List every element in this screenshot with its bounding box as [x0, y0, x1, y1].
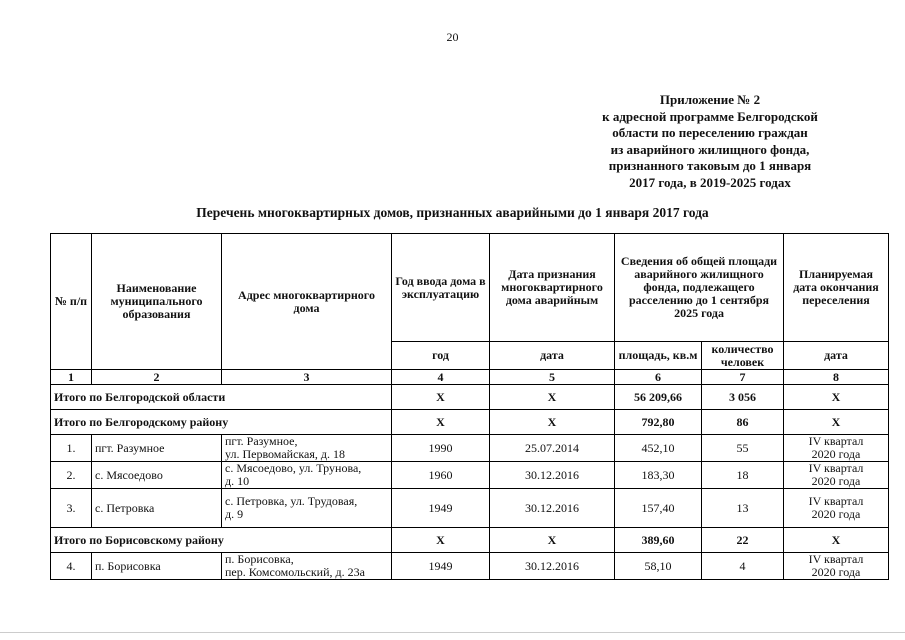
subheader-year: год	[392, 342, 490, 370]
row-date: 30.12.2016	[490, 462, 615, 489]
planned-line: 2020 года	[811, 474, 861, 488]
address-line: ул. Первомайская, д. 18	[225, 447, 345, 461]
row-planned	[784, 462, 889, 489]
header-address: Адрес многоквартирного дома	[222, 234, 392, 370]
column-number: 5	[490, 370, 615, 385]
header-planned-date: Планируемая дата окончания переселения	[784, 234, 889, 342]
planned-line: IV квартал	[808, 494, 864, 508]
row-people: 13	[702, 489, 784, 528]
address-line: п. Борисовка,	[225, 552, 294, 566]
row-address	[222, 489, 392, 528]
row-area: 452,10	[615, 435, 702, 462]
total-date: X	[490, 528, 615, 553]
row-year: 1960	[392, 462, 490, 489]
total-people: 86	[702, 410, 784, 435]
table-row	[51, 462, 889, 489]
row-municipality: с. Петровка	[92, 489, 222, 528]
table-row	[51, 435, 889, 462]
appendix-line: к адресной программе Белгородской	[602, 108, 818, 124]
column-number: 2	[92, 370, 222, 385]
houses-table	[50, 233, 889, 580]
row-date: 30.12.2016	[490, 553, 615, 580]
row-planned	[784, 435, 889, 462]
column-number-row	[51, 370, 889, 385]
table-row	[51, 553, 889, 580]
column-number: 3	[222, 370, 392, 385]
appendix-line: 2017 года, в 2019-2025 годах	[629, 174, 791, 190]
header-municipality: Наименование муниципального образования	[92, 234, 222, 370]
row-people: 4	[702, 553, 784, 580]
row-number: 4.	[51, 553, 92, 580]
total-area: 56 209,66	[615, 385, 702, 410]
total-date: X	[490, 385, 615, 410]
address-line: пер. Комсомольский, д. 23а	[225, 565, 365, 579]
appendix-line: Приложение № 2	[659, 92, 761, 107]
total-label: Итого по Белгородской области	[51, 385, 392, 410]
appendix-line: из аварийного жилищного фонда,	[610, 141, 810, 157]
subheader-area: площадь, кв.м	[615, 342, 702, 370]
total-planned: X	[784, 410, 889, 435]
row-year: 1949	[392, 553, 490, 580]
appendix-header	[560, 92, 860, 191]
planned-line: 2020 года	[811, 565, 861, 579]
subheader-people: количество человек	[702, 342, 784, 370]
header-no: № п/п	[51, 234, 92, 370]
total-row	[51, 528, 889, 553]
address-line: с. Мясоедово, ул. Трунова,	[225, 461, 362, 475]
row-date: 25.07.2014	[490, 435, 615, 462]
address-line: д. 9	[225, 507, 244, 521]
row-planned	[784, 489, 889, 528]
planned-line: IV квартал	[808, 461, 864, 475]
row-area: 183,30	[615, 462, 702, 489]
row-address	[222, 462, 392, 489]
planned-line: IV квартал	[808, 434, 864, 448]
row-address	[222, 435, 392, 462]
document-title: Перечень многоквартирных домов, признанных аварийными до 1 января 2017 года	[196, 205, 709, 220]
total-label: Итого по Борисовскому району	[51, 528, 392, 553]
total-row	[51, 385, 889, 410]
header-recognition-date: Дата признания многоквартирного дома аварийным	[490, 234, 615, 342]
total-people: 22	[702, 528, 784, 553]
total-planned: X	[784, 385, 889, 410]
total-people: 3 056	[702, 385, 784, 410]
total-area: 389,60	[615, 528, 702, 553]
row-number: 2.	[51, 462, 92, 489]
row-address	[222, 553, 392, 580]
row-planned	[784, 553, 889, 580]
address-line: пгт. Разумное,	[225, 434, 298, 448]
row-municipality: пгт. Разумное	[92, 435, 222, 462]
header-year: Год ввода дома в эксплуатацию	[392, 234, 490, 342]
total-area: 792,80	[615, 410, 702, 435]
row-year: 1990	[392, 435, 490, 462]
total-planned: X	[784, 528, 889, 553]
planned-line: 2020 года	[811, 447, 861, 461]
address-line: с. Петровка, ул. Трудовая,	[225, 494, 358, 508]
column-number: 6	[615, 370, 702, 385]
total-year: X	[392, 410, 490, 435]
subheader-date: дата	[490, 342, 615, 370]
row-people: 18	[702, 462, 784, 489]
address-line: д. 10	[225, 474, 250, 488]
appendix-line: области по переселению граждан	[612, 125, 808, 140]
page-bottom-divider	[0, 632, 905, 633]
column-number: 8	[784, 370, 889, 385]
page-number: 20	[446, 30, 459, 44]
column-number: 4	[392, 370, 490, 385]
total-label: Итого по Белгородскому району	[51, 410, 392, 435]
row-municipality: с. Мясоедово	[92, 462, 222, 489]
total-year: X	[392, 528, 490, 553]
planned-line: IV квартал	[808, 552, 864, 566]
row-people: 55	[702, 435, 784, 462]
row-date: 30.12.2016	[490, 489, 615, 528]
table-row	[51, 489, 889, 528]
row-year: 1949	[392, 489, 490, 528]
total-year: X	[392, 385, 490, 410]
row-area: 58,10	[615, 553, 702, 580]
column-number: 7	[702, 370, 784, 385]
subheader-planned: дата	[784, 342, 889, 370]
planned-line: 2020 года	[811, 507, 861, 521]
row-number: 1.	[51, 435, 92, 462]
header-area-info: Сведения об общей площади аварийного жилищного фонда, подлежащего расселению до 1 сентября 2025 года	[615, 234, 784, 342]
row-area: 157,40	[615, 489, 702, 528]
appendix-line: признанного таковым до 1 января	[608, 158, 812, 173]
total-row	[51, 410, 889, 435]
column-number: 1	[51, 370, 92, 385]
row-municipality: п. Борисовка	[92, 553, 222, 580]
total-date: X	[490, 410, 615, 435]
row-number: 3.	[51, 489, 92, 528]
